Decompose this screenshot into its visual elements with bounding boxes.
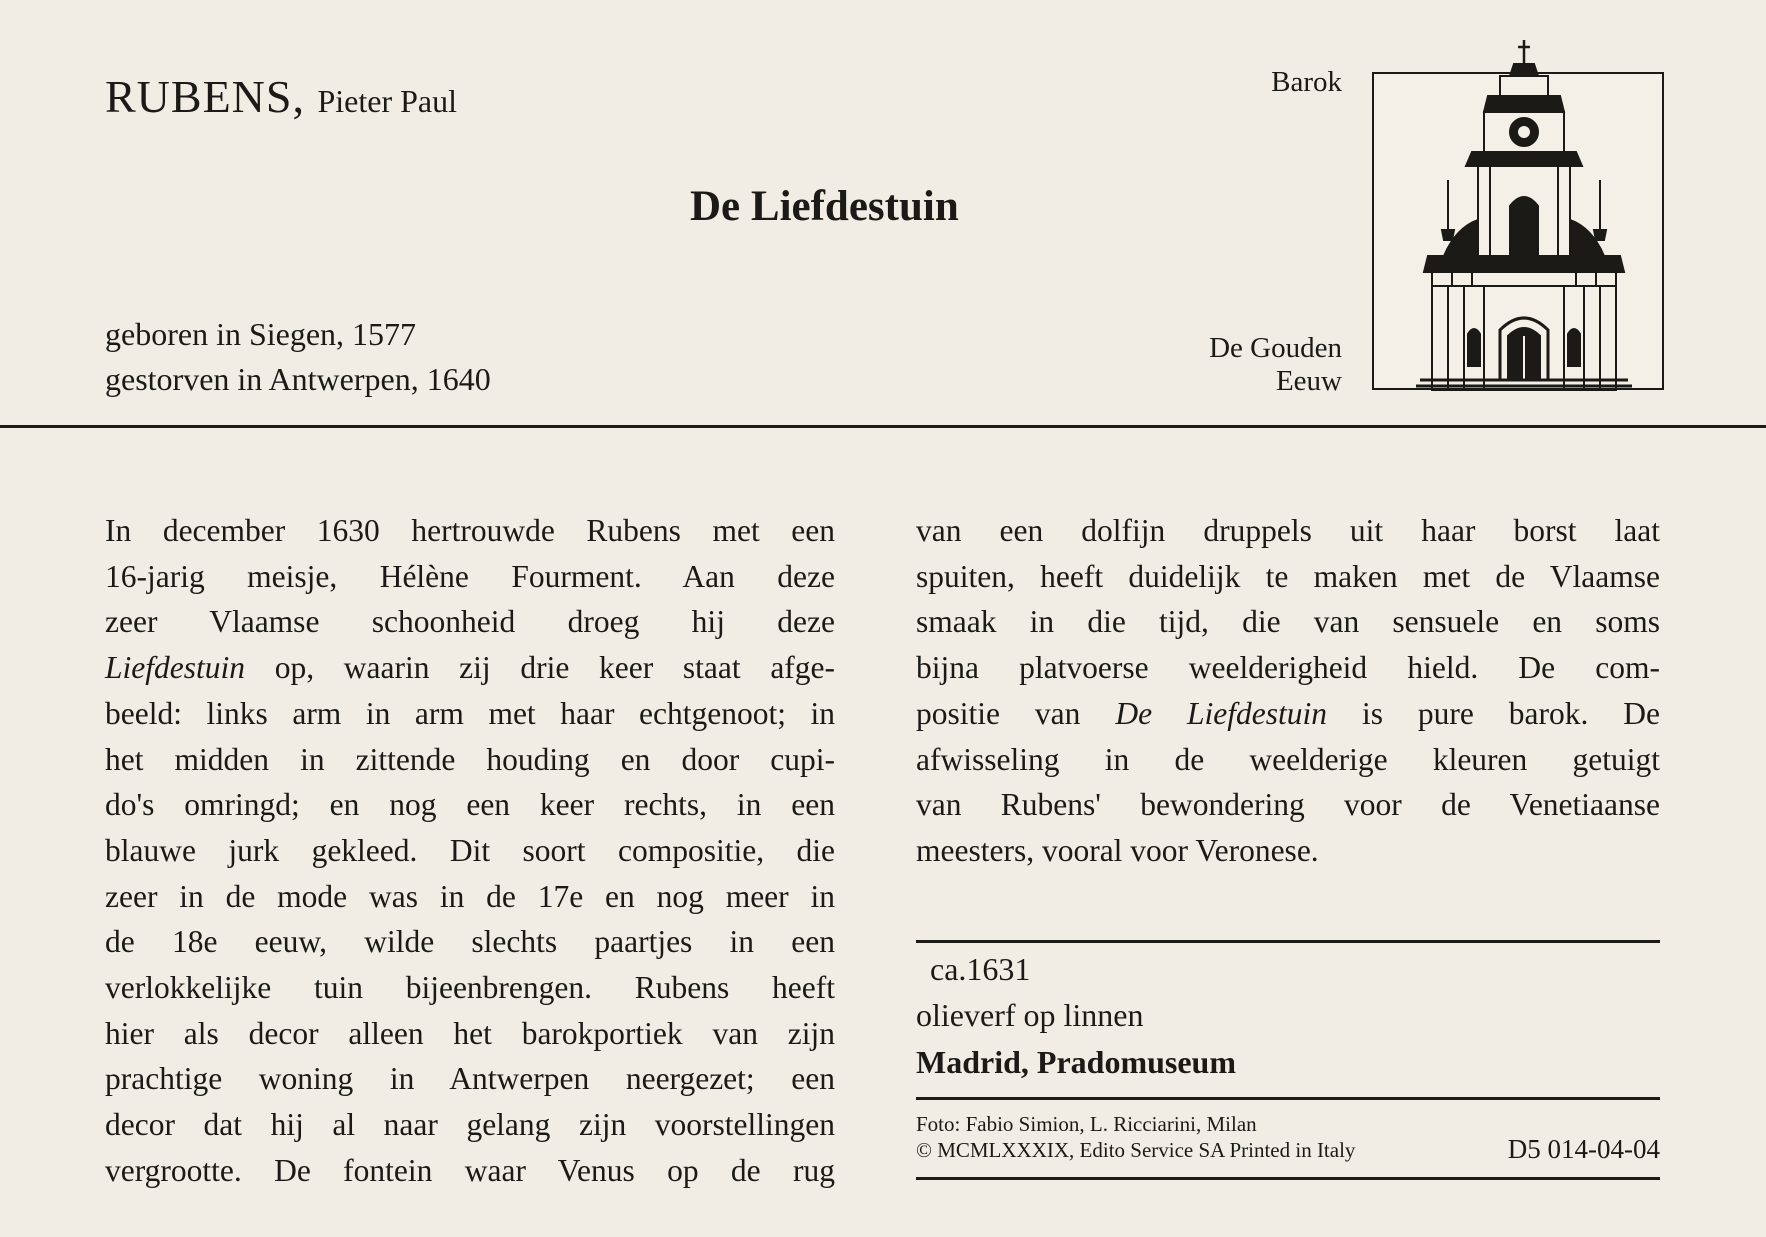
text-line: blauwe jurk gekleed. Dit soort compositie, die [105,832,835,868]
artwork-medium: olieverf op linnen [916,997,1144,1033]
text-line: het midden in zittende houding en door cupi- [105,741,835,777]
text-line: zeer in de mode was in de 17e en nog meer in [105,878,835,914]
artist-given-names: Pieter Paul [317,83,458,119]
death-info: gestorven in Antwerpen, 1640 [105,361,491,397]
header-divider [0,425,1766,428]
text-line: hier als decor alleen het barokportiek van zijn [105,1015,835,1051]
biography [105,312,491,402]
footer-divider [916,1177,1660,1180]
era-line-1: De Gouden [1209,332,1342,364]
text-line: Liefdestuin op, waarin zij drie keer staat afge- [105,650,836,686]
artist-surname: RUBENS, [105,71,305,122]
italic-title: Liefdestuin [105,650,245,686]
artwork-title: De Liefdestuin [690,183,959,230]
text-line: do's omringd; en nog een keer rechts, in een [105,787,835,823]
details-divider-top [916,940,1660,943]
text-line: van Rubens' bewondering voor de Venetiaanse [916,787,1660,823]
style-label: Barok [1271,66,1342,98]
text-line: meesters, vooral voor Veronese. [916,832,1319,868]
text-line: 16-jarig meisje, Hélène Fourment. Aan deze [105,558,835,594]
description-column-left [105,508,835,1194]
text-line: afwisseling in de weelderige kleuren getuigt [916,741,1660,777]
copyright-line [916,1134,1660,1164]
text-line: bijna platvoerse weelderigheid hield. De com- [916,650,1660,686]
copyright-text: © MCMLXXXIX, Edito Service SA Printed in Italy [916,1138,1356,1162]
italic-title: De Liefdestuin [1115,695,1327,731]
era-line-2: Eeuw [1275,365,1342,397]
catalog-code: D5 014-04-04 [1507,1134,1660,1164]
description-column-right [916,508,1660,874]
artist-name [105,70,457,123]
text-line: prachtige woning in Antwerpen neergezet; een [105,1061,835,1097]
text-line: de 18e eeuw, wilde slechts paartjes in een [105,924,835,960]
text-line: vergrootte. De fontein waar Venus op de rug [105,1152,835,1188]
era-label [1209,332,1342,398]
text-line: In december 1630 hertrouwde Rubens met een [105,513,835,548]
artwork-date: ca.1631 [930,951,1031,987]
photo-credit: Foto: Fabio Simion, L. Ricciarini, Milan [916,1112,1257,1136]
text-line: decor dat hij al naar gelang zijn voorstellingen [105,1107,835,1143]
text-line: spuiten, heeft duidelijk te maken met de Vlaamse [916,558,1660,594]
text-line: verlokkelijke tuin bijeenbrengen. Rubens heeft [105,970,835,1006]
artwork-location: Madrid, Pradomuseum [916,1044,1236,1080]
birth-info: geboren in Siegen, 1577 [105,316,417,352]
baroque-church-emblem [1372,72,1664,390]
text-line: positie van De Liefdestuin is pure barok. De [916,695,1661,731]
details-divider-middle [916,1097,1660,1100]
text-line: smaak in die tijd, die van sensuele en soms [916,604,1660,640]
text-line: zeer Vlaamse schoonheid droeg hij deze [105,604,835,640]
church-facade-icon [1360,20,1680,392]
text-line: van een dolfijn druppels uit haar borst laat [916,513,1660,548]
text-line: beeld: links arm in arm met haar echtgenoot; in [105,695,835,731]
